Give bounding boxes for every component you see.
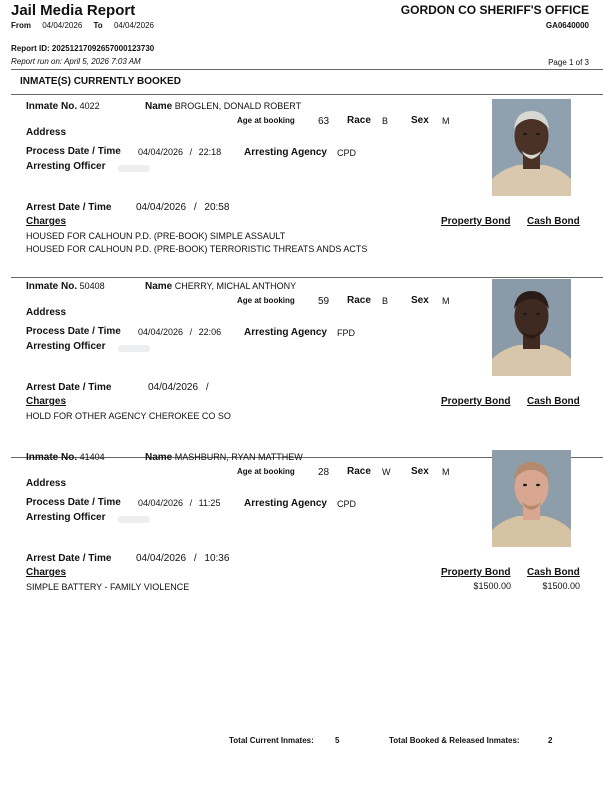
arrest-date: 04/04/2026 [148,382,199,393]
inmate-no [26,101,100,112]
total-booked-value: 2 [548,736,553,745]
inmate-record [0,276,613,446]
arrest-date-label: Arrest Date / Time [26,382,112,393]
property-bond-label: Property Bond [441,396,511,407]
agency-name: GORDON CO SHERIFF'S OFFICE [400,3,589,17]
property-bond-label: Property Bond [441,567,511,578]
sex-value: M [442,467,450,477]
cash-bond-label: Cash Bond [527,216,580,227]
arresting-agency-value: FPD [337,328,355,338]
arrest-separator: / [193,202,197,213]
process-date: 04/04/2026 [138,498,184,508]
date-range [11,21,154,30]
age-value: 59 [318,296,330,307]
arresting-agency-label: Arresting Agency [244,327,327,338]
report-run-on: Report run on: April 5, 2026 7:03 AM [11,57,141,66]
process-separator: / [189,498,193,508]
arrest-date-value [136,202,229,213]
mugshot-image [492,450,571,547]
process-date-value [138,147,221,157]
name-label: Name [145,101,173,112]
total-booked-label: Total Booked & Released Inmates: [389,736,520,745]
to-date: 04/04/2026 [113,21,154,30]
age-value: 28 [318,467,330,478]
inmate-record [0,447,613,617]
arresting-officer-label: Arresting Officer [26,341,106,352]
section-divider [11,94,603,95]
name-label: Name [145,281,173,292]
charge-item: HOUSED FOR CALHOUN P.D. (PRE-BOOK) SIMPLE ASSAULT [26,231,286,241]
charges-label: Charges [26,216,67,227]
charge-item: HOUSED FOR CALHOUN P.D. (PRE-BOOK) TERRORISTIC THREATS ANDS ACTS [26,244,368,254]
inmate-no [26,281,105,292]
arresting-officer-redacted [118,165,150,172]
sex-label: Sex [411,295,429,306]
header-divider [11,69,603,70]
inmate-name [145,281,296,292]
process-time: 22:06 [198,327,222,337]
name-value: CHERRY, MICHAL ANTHONY [174,281,297,291]
charges-list [26,581,189,594]
process-time: 11:25 [198,498,221,508]
arrest-date-value [148,382,214,393]
arrest-date-value [136,553,229,564]
from-label: From [11,21,31,30]
arrest-date: 04/04/2026 [136,553,187,564]
sex-value: M [442,296,450,306]
name-label: Name [145,452,173,463]
inmate-name [145,101,301,112]
property-bond-value: $1500.00 [473,581,511,591]
arresting-officer-label: Arresting Officer [26,161,106,172]
inmate-record [0,96,613,266]
charge-item: SIMPLE BATTERY - FAMILY VIOLENCE [26,582,190,592]
total-current-label: Total Current Inmates: [229,736,314,745]
report-id: Report ID: 20251217092657000123730 [11,44,155,53]
process-date: 04/04/2026 [138,327,184,337]
process-date-value [138,327,221,337]
age-label: Age at booking [237,467,295,476]
race-value: W [382,467,391,477]
race-label: Race [347,115,371,126]
race-label: Race [347,466,371,477]
inmate-no [26,452,105,463]
charges-label: Charges [26,396,67,407]
arresting-agency-value: CPD [337,499,357,509]
arresting-agency-label: Arresting Agency [244,498,327,509]
inmate-no-value: 4022 [79,101,100,111]
arrest-date-label: Arrest Date / Time [26,202,112,213]
charges-list [26,410,231,423]
arresting-agency-label: Arresting Agency [244,147,327,158]
agency-code: GA0640000 [545,21,589,30]
inmate-no-label: Inmate No. [26,101,78,112]
race-value: B [382,116,389,126]
charge-item: HOLD FOR OTHER AGENCY CHEROKEE CO SO [26,411,231,421]
arrest-time: 20:58 [204,202,230,213]
age-value: 63 [318,116,330,127]
property-bond-label: Property Bond [441,216,511,227]
process-date: 04/04/2026 [138,147,184,157]
process-time: 22:18 [198,147,222,157]
arresting-officer-label: Arresting Officer [26,512,106,523]
process-date-label: Process Date / Time [26,146,121,157]
arrest-separator: / [205,382,209,393]
arresting-officer-redacted [118,516,150,523]
age-label: Age at booking [237,116,295,125]
address-label: Address [26,307,67,318]
arrest-time: 10:36 [204,553,230,564]
page-number: Page 1 of 3 [548,58,589,67]
process-separator: / [189,327,193,337]
address-label: Address [26,127,67,138]
charges-label: Charges [26,567,67,578]
mugshot-image [492,99,571,196]
charges-list [26,230,367,256]
name-value: MASHBURN, RYAN MATTHEW [174,452,303,462]
report-title: Jail Media Report [11,2,136,19]
from-date: 04/04/2026 [42,21,83,30]
section-title: INMATE(S) CURRENTLY BOOKED [20,76,181,87]
inmate-no-value: 50408 [79,281,105,291]
age-label: Age at booking [237,296,295,305]
process-date-label: Process Date / Time [26,326,121,337]
cash-bond-label: Cash Bond [527,396,580,407]
inmate-no-label: Inmate No. [26,452,78,463]
process-date-label: Process Date / Time [26,497,121,508]
arresting-officer-redacted [118,345,150,352]
inmate-no-value: 41404 [79,452,105,462]
mugshot-image [492,279,571,376]
cash-bond-value: $1500.00 [542,581,580,591]
arrest-date: 04/04/2026 [136,202,187,213]
arrest-date-label: Arrest Date / Time [26,553,112,564]
sex-value: M [442,116,450,126]
sex-label: Sex [411,466,429,477]
race-value: B [382,296,389,306]
arrest-separator: / [193,553,197,564]
process-separator: / [189,147,193,157]
name-value: BROGLEN, DONALD ROBERT [174,101,302,111]
arresting-agency-value: CPD [337,148,357,158]
cash-bond-label: Cash Bond [527,567,580,578]
to-label: To [93,21,103,30]
process-date-value [138,498,220,508]
race-label: Race [347,295,371,306]
sex-label: Sex [411,115,429,126]
address-label: Address [26,478,67,489]
inmate-no-label: Inmate No. [26,281,78,292]
inmate-name [145,452,303,463]
total-current-value: 5 [335,736,340,745]
